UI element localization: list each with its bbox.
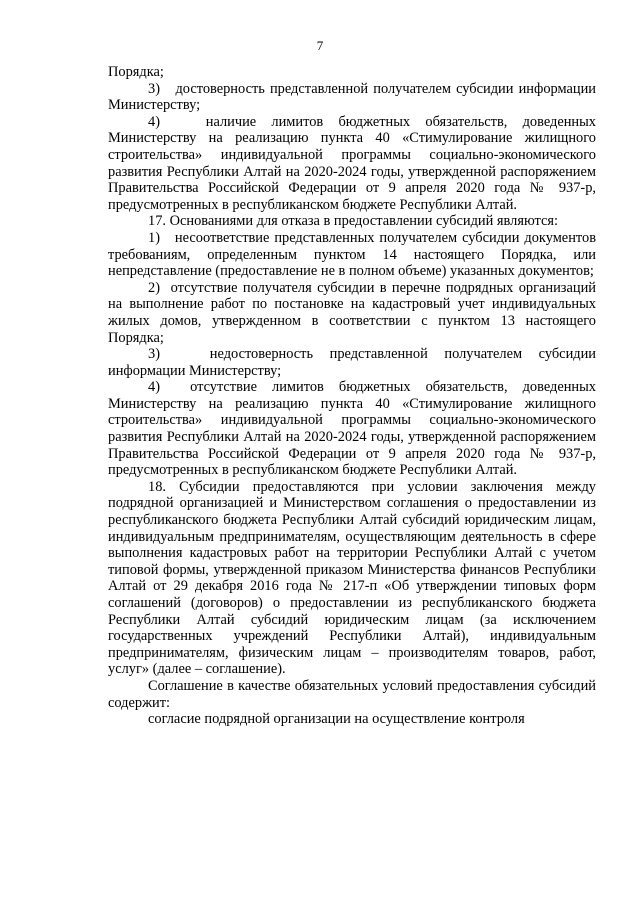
paragraph-17-refusal-grounds: 17. Основаниями для отказа в предоставлении субсидий являются: — [148, 213, 558, 230]
paragraph-refusal-item-4: 4) отсутствие лимитов бюджетных обязательств, доведенных Министерству на реализацию пункта 40 «Стимулирование жилищного строительства» индивидуальной программы социально-экономического развития Республики Алтай на 2020-2024 годы, утвержденной распоряжением Правительства Российской Федерации от 9 апреля 2020 года № 937-р, предусмотренных в республиканском бюджете Республики Алтай. — [108, 379, 596, 479]
page-number: 7 — [316, 38, 324, 53]
paragraph-item-4-budget-limits: 4) наличие лимитов бюджетных обязательств, доведенных Министерству на реализацию пункта 40 «Стимулирование жилищного строительства» индивидуальной программы социально-экономического развития Республики Алтай на 2020-2024 годы, утвержденной распоряжением Правительства Российской Федерации от 9 апреля 2020 года № 937-р, предусмотренных в республиканском бюджете Республики Алтай. — [108, 113, 596, 213]
paragraph-18-agreement-condition: 18. Субсидии предоставляются при условии заключения между подрядной организацией и Министерством соглашения о предоставлении из республиканского бюджета Республики Алтай субсидий юридическим лицам, индивидуальным предпринимателям, осуществляющим деятельность в сфере выполнения кадастровых работ на территории Республики Алтай с учетом типовой формы, утвержденной приказом Министерства финансов Республики Алтай от 29 декабря 2016 года № 217-п «Об утверждении типовых форм соглашений (договоров) о предоставлении из республиканского бюджета Республики Алтай субсидий юридическим лицам (за исключением государственных учреждений Республики Алтай), индивидуальным предпринимателям, физическим лицам – производителям товаров, работ, услуг» (далее – соглашение). — [108, 478, 596, 678]
paragraph-item-3-reliability: 3) достоверность представленной получателем субсидии информации Министерству; — [108, 80, 596, 114]
paragraph-continuation: Порядка; — [108, 64, 164, 80]
paragraph-refusal-item-3: 3) недостоверность представленной получателем субсидии информации Министерству; — [108, 346, 596, 379]
paragraph-refusal-item-2: 2) отсутствие получателя субсидии в перечне подрядных организаций на выполнение работ по постановке на кадастровый учет индивидуальных жилых домов, утвержденном в соответствии с пунктом 13 настоящего Порядка; — [108, 279, 596, 346]
paragraph-consent-control: согласие подрядной организации на осуществление контроля — [148, 711, 525, 728]
document-body — [108, 64, 596, 728]
paragraph-refusal-item-1: 1) несоответствие представленных получателем субсидии документов требованиям, определенным пунктом 14 настоящего Порядка, или непредставление (предоставление не в полном объеме) указанных документов; — [108, 229, 596, 280]
paragraph-agreement-conditions: Соглашение в качестве обязательных условий предоставления субсидий содержит: — [108, 677, 596, 711]
